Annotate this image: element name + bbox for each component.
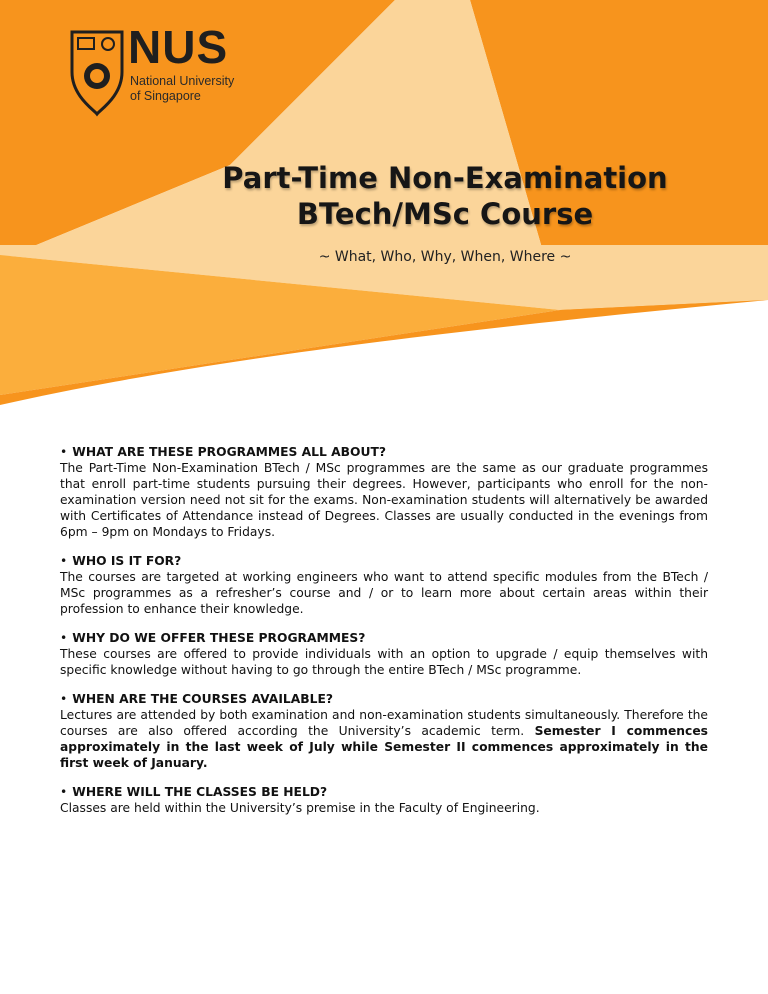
page-subtitle: ~ What, Who, Why, When, Where ~ bbox=[318, 249, 572, 265]
title-line-1: Part-Time Non-Examination bbox=[222, 161, 668, 195]
section-heading: • WHY DO WE OFFER THESE PROGRAMMES? bbox=[60, 631, 366, 645]
content-body bbox=[60, 444, 708, 829]
bullet-icon: • bbox=[60, 692, 68, 706]
section-when bbox=[60, 691, 708, 771]
logo-wordmark: NUS bbox=[128, 21, 229, 73]
semester-dates: Semester I commences approximately in the last week of July while Semester II commences approximately in the first week of January. bbox=[60, 724, 708, 770]
section-why bbox=[60, 630, 708, 678]
section-body: The courses are targeted at working engineers who want to attend specific modules from the BTech / MSc programmes as a refresher’s course and / or to learn more about certain areas within their profession to enhance their knowledge. bbox=[60, 570, 708, 616]
bullet-icon: • bbox=[60, 785, 68, 799]
section-heading: • WHO IS IT FOR? bbox=[60, 554, 182, 568]
section-where bbox=[60, 784, 708, 816]
logo-university-line2: of Singapore bbox=[130, 89, 201, 103]
bullet-icon: • bbox=[60, 631, 68, 645]
page-title bbox=[200, 160, 690, 232]
section-body: Lectures are attended by both examination and non-examination students simultaneously. Therefore the courses are also offered according the University’s academic term. Semester I commences approximately in the last week of July while Semester II commences approximately in the first week of January. bbox=[60, 708, 708, 770]
logo-university-line1: National University bbox=[130, 74, 235, 88]
section-heading: • WHERE WILL THE CLASSES BE HELD? bbox=[60, 785, 328, 799]
section-body: Classes are held within the University’s premise in the Faculty of Engineering. bbox=[60, 801, 540, 815]
section-body: The Part-Time Non-Examination BTech / MSc programmes are the same as our graduate programmes that enroll part-time students pursuing their degrees. However, participants who enroll for the non-examination version need not sit for the exams. Non-examination students will alternatively be awarded with Certificates of Attendance instead of Degrees. Classes are usually conducted in the evenings from 6pm – 9pm on Mondays to Fridays. bbox=[60, 461, 708, 539]
section-what bbox=[60, 444, 708, 540]
section-heading: • WHEN ARE THE COURSES AVAILABLE? bbox=[60, 692, 333, 706]
title-line-2: BTech/MSc Course bbox=[296, 197, 594, 231]
section-who bbox=[60, 553, 708, 617]
bullet-icon: • bbox=[60, 554, 68, 568]
section-heading: • WHAT ARE THESE PROGRAMMES ALL ABOUT? bbox=[60, 445, 386, 459]
bullet-icon: • bbox=[60, 445, 68, 459]
section-body: These courses are offered to provide individuals with an option to upgrade / equip themselves with specific knowledge without having to go through the entire BTech / MSc programme. bbox=[60, 647, 708, 677]
